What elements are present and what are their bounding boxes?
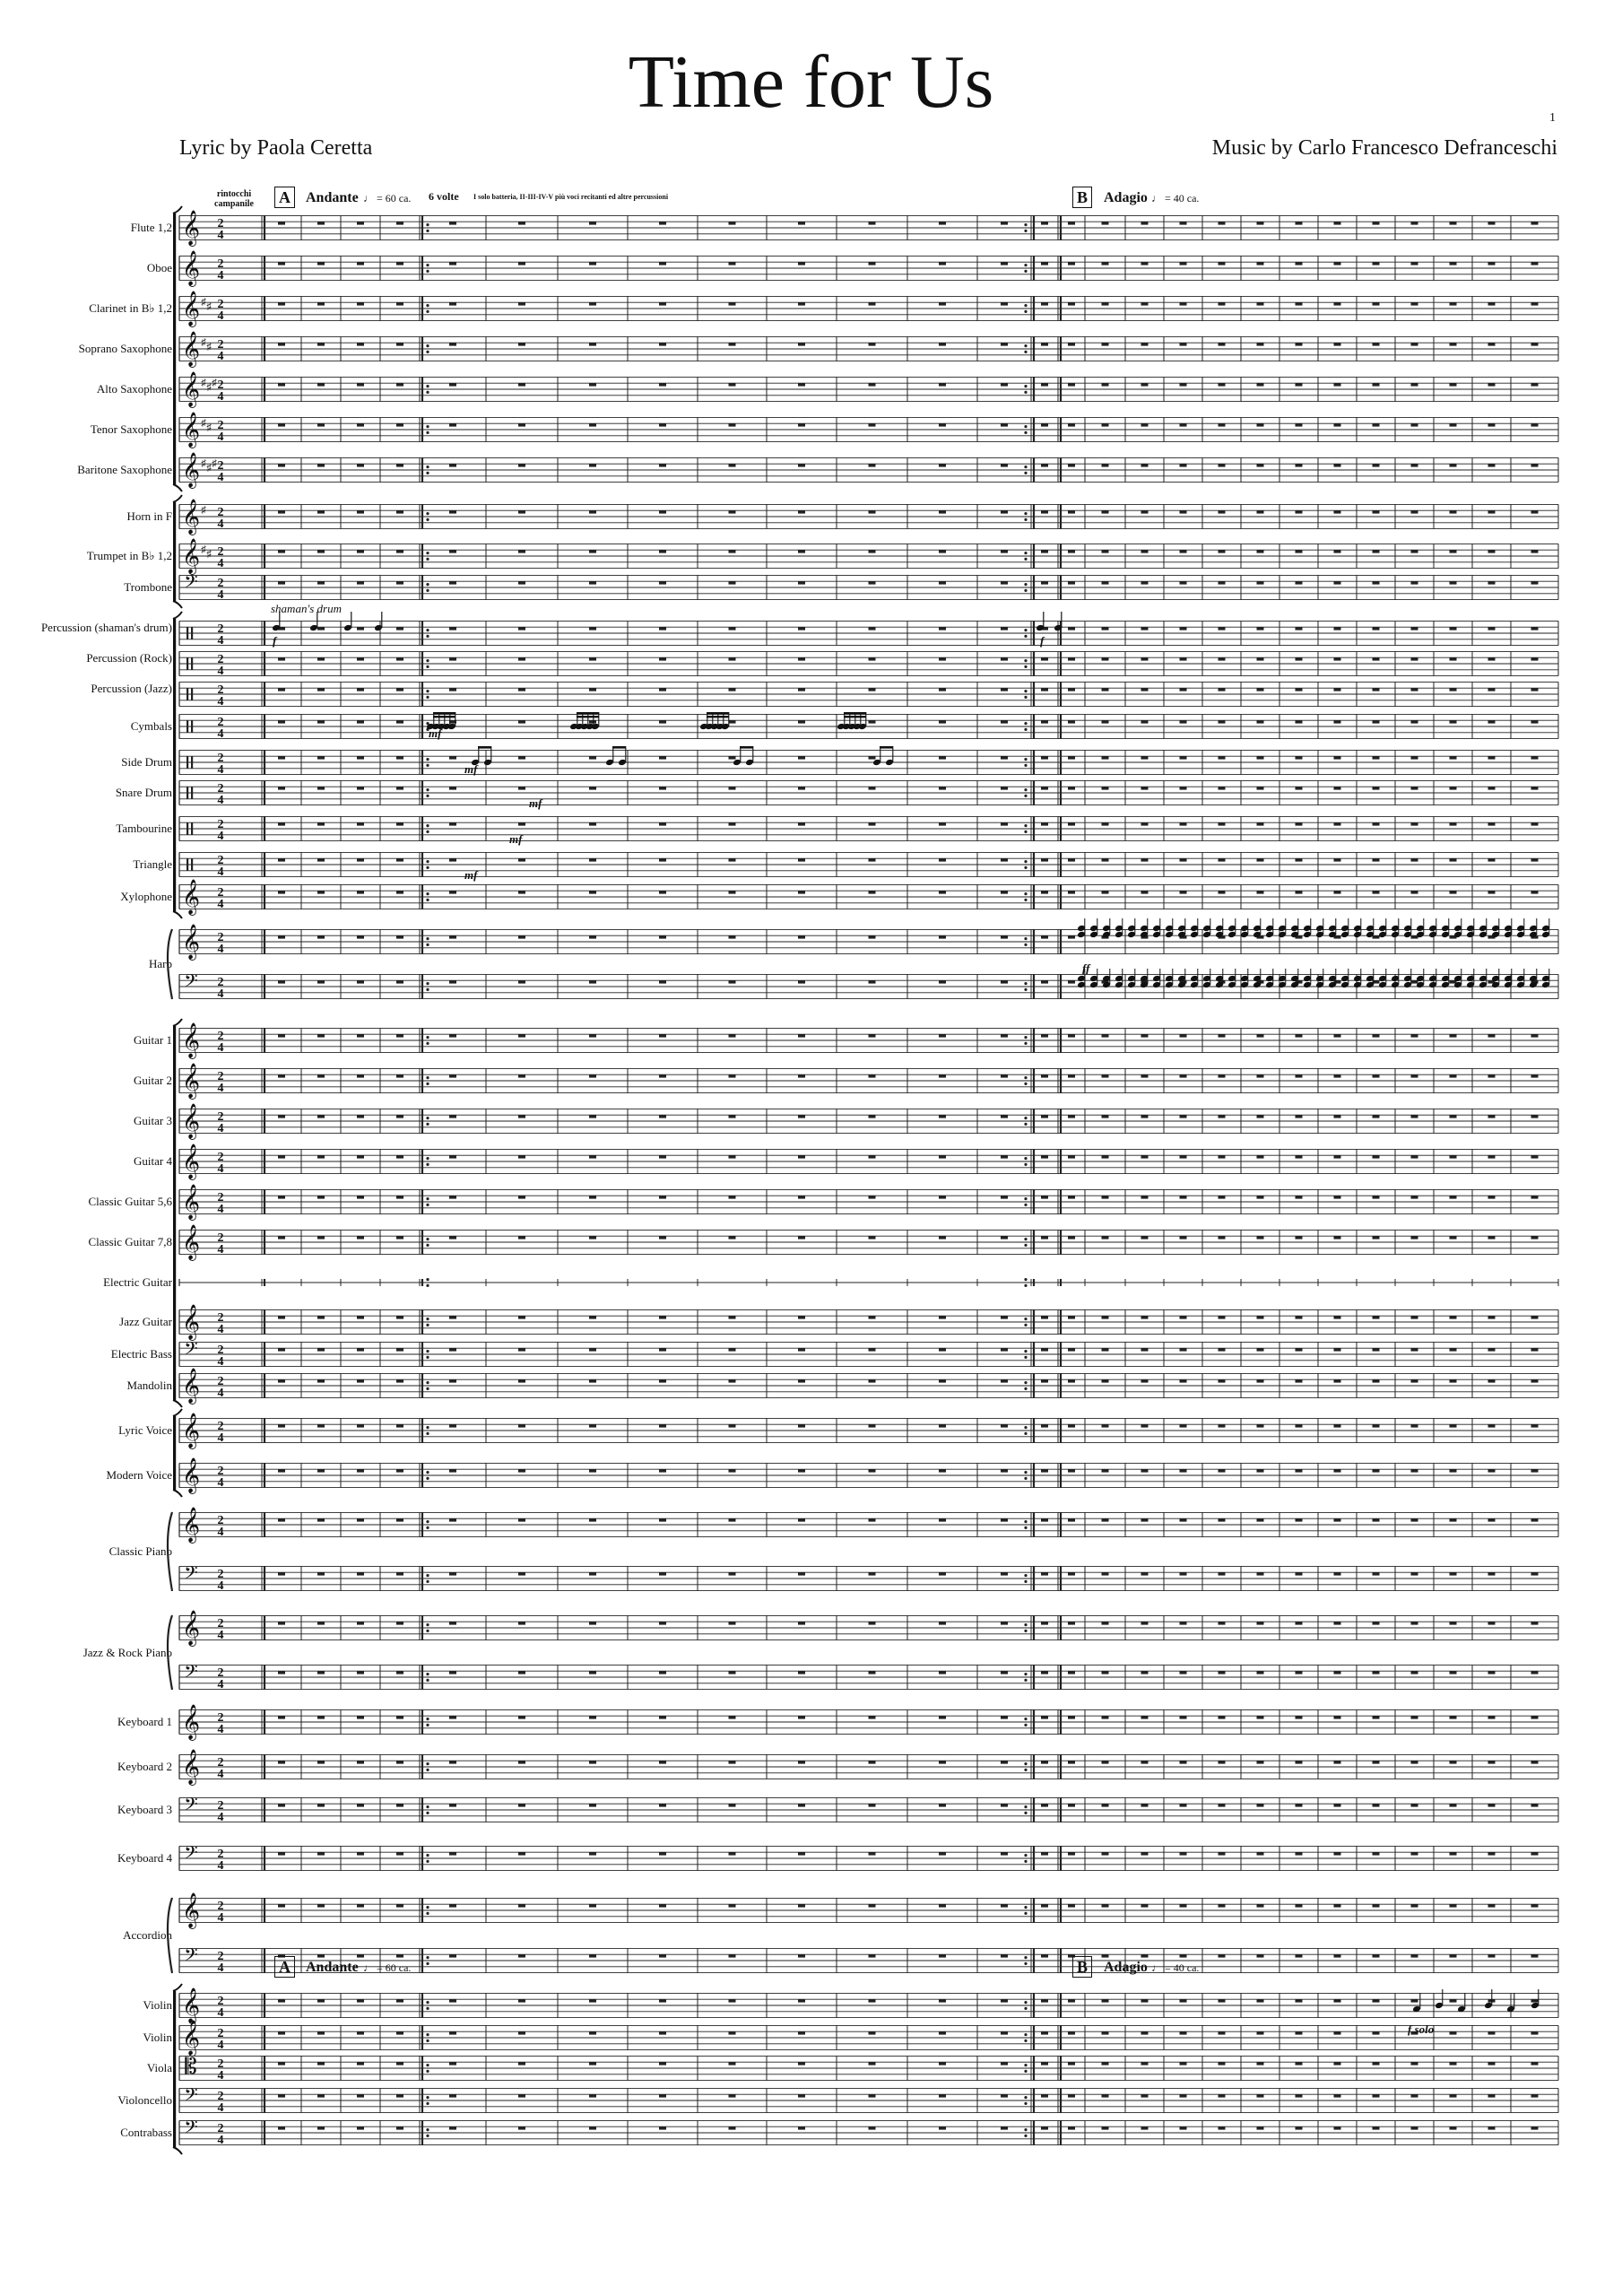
svg-text:4: 4 — [217, 1122, 224, 1135]
instrument-label: Violin — [143, 2031, 172, 2044]
svg-text:𝄞: 𝄞 — [181, 881, 201, 914]
svg-text:4: 4 — [217, 1431, 224, 1445]
svg-text:2: 2 — [217, 1848, 224, 1861]
svg-text:♯: ♯ — [206, 463, 212, 474]
staff-electric-guitar-26 — [179, 1278, 1558, 1287]
staff-keyboard-4-37 — [179, 1844, 1558, 1873]
staff-classic-guitar-7-8-25 — [179, 1225, 1558, 1261]
svg-text:4: 4 — [217, 517, 224, 531]
svg-text:2: 2 — [217, 1711, 224, 1725]
instrument-label: Electric Bass — [110, 1347, 172, 1361]
svg-text:4: 4 — [217, 2039, 224, 2052]
svg-text:𝄞: 𝄞 — [181, 1509, 201, 1542]
staff-percussion-shaman-s-drum--10 — [179, 621, 1558, 648]
staff-harp-19-lh — [179, 972, 1558, 1001]
instrument-label: Mandolin — [126, 1378, 172, 1392]
svg-text:4: 4 — [217, 1629, 224, 1642]
staff-violin-40 — [179, 2021, 1558, 2057]
svg-text:4: 4 — [217, 763, 224, 777]
instrument-label: Accordion — [123, 1928, 172, 1942]
svg-text:2: 2 — [217, 2122, 224, 2135]
svg-text:2: 2 — [217, 1231, 224, 1245]
svg-text:𝄞: 𝄞 — [181, 333, 201, 366]
svg-text:♯: ♯ — [201, 378, 206, 388]
svg-text:2: 2 — [217, 653, 224, 666]
svg-text:𝄞: 𝄞 — [181, 454, 201, 487]
svg-text:2: 2 — [217, 854, 224, 867]
svg-text:𝄢: 𝄢 — [184, 2118, 198, 2142]
svg-text:4: 4 — [217, 1082, 224, 1095]
instrument-label: Tambourine — [116, 822, 172, 835]
svg-text:4: 4 — [217, 1678, 224, 1692]
staff-oboe-1 — [179, 251, 1558, 287]
staff-baritone-saxophone-6 — [179, 453, 1558, 489]
svg-text:𝄢: 𝄢 — [184, 1844, 198, 1867]
svg-text:𝄞: 𝄞 — [181, 1105, 201, 1138]
staff-electric-bass-28 — [179, 1340, 1558, 1369]
dynamic-mf-snare: mf — [529, 796, 542, 810]
staff-guitar-4-23 — [179, 1144, 1558, 1180]
svg-text:4: 4 — [217, 2101, 224, 2115]
instrument-label: Trumpet in B♭ 1,2 — [86, 549, 172, 562]
dynamic-f-perc-b: f — [1040, 634, 1045, 648]
svg-text:4: 4 — [217, 865, 224, 879]
svg-text:4: 4 — [217, 1579, 224, 1593]
svg-text:𝄞: 𝄞 — [181, 500, 201, 534]
svg-text:2: 2 — [217, 1420, 224, 1433]
svg-text:2: 2 — [217, 338, 224, 352]
svg-text:𝄞: 𝄞 — [181, 1612, 201, 1645]
instrument-label: Keyboard 2 — [117, 1760, 172, 1773]
svg-text:2: 2 — [217, 1030, 224, 1043]
svg-text:𝄞: 𝄞 — [181, 1706, 201, 1739]
svg-text:𝄞: 𝄞 — [181, 1024, 201, 1057]
svg-text:2: 2 — [217, 1311, 224, 1325]
instrument-label: Keyboard 1 — [117, 1715, 172, 1728]
svg-text:♯: ♯ — [201, 418, 206, 429]
svg-text:4: 4 — [217, 1526, 224, 1539]
svg-text:2: 2 — [217, 716, 224, 729]
instrument-label: Alto Saxophone — [96, 382, 172, 396]
svg-text:𝄢: 𝄢 — [184, 1796, 198, 1819]
instrument-label: Tenor Saxophone — [90, 422, 172, 436]
staff-guitar-2-21 — [179, 1064, 1558, 1100]
instrument-label: Side Drum — [121, 755, 172, 769]
dynamic-mf-triangle: mf — [464, 868, 478, 882]
svg-text:4: 4 — [217, 898, 224, 911]
svg-text:2: 2 — [217, 931, 224, 944]
svg-text:4: 4 — [217, 1203, 224, 1216]
staff-classic-guitar-5-6-24 — [179, 1185, 1558, 1221]
svg-text:2: 2 — [217, 1151, 224, 1164]
svg-text:𝄞: 𝄞 — [181, 1459, 201, 1492]
instrument-label: Violin — [143, 1998, 172, 2012]
svg-text:♯: ♯ — [206, 422, 212, 433]
staff-jazz-rock-piano-33-rh — [179, 1611, 1558, 1647]
svg-text:4: 4 — [217, 1723, 224, 1736]
svg-text:𝄞: 𝄞 — [181, 1751, 201, 1784]
instrument-label: Triangle — [133, 857, 172, 871]
svg-text:𝄢: 𝄢 — [184, 1946, 198, 1970]
svg-text:2: 2 — [217, 1344, 224, 1357]
instrument-label: Horn in F — [126, 509, 172, 523]
svg-text:2: 2 — [217, 2027, 224, 2040]
tempo-adagio-value: ♩ = 40 ca. — [1151, 192, 1200, 204]
instrument-label: Violoncello — [117, 2093, 172, 2107]
svg-text:4: 4 — [217, 471, 224, 484]
rehearsal-mark-b: B — [1072, 187, 1092, 208]
svg-text:𝄞: 𝄞 — [181, 1186, 201, 1219]
instrument-label: Guitar 2 — [134, 1074, 172, 1087]
svg-text:♯: ♯ — [201, 297, 206, 308]
svg-text:𝄞: 𝄞 — [181, 292, 201, 326]
svg-text:2: 2 — [217, 1950, 224, 1963]
svg-text:4: 4 — [217, 1243, 224, 1257]
svg-text:4: 4 — [217, 390, 224, 404]
instrument-label: Trombone — [124, 580, 172, 594]
staff-lyric-voice-30 — [179, 1413, 1558, 1449]
overlay-layer — [173, 206, 1550, 2154]
instrument-label: Classic Piano — [108, 1544, 172, 1558]
svg-text:2: 2 — [217, 1900, 224, 1913]
staff-violoncello-42 — [179, 2086, 1558, 2115]
tempo-andante-strings: Andante — [306, 1960, 359, 1975]
svg-text:♯: ♯ — [212, 458, 217, 469]
instrument-label: Modern Voice — [106, 1468, 172, 1482]
svg-text:2: 2 — [217, 1514, 224, 1527]
dynamic-ff-harp: ff — [1082, 961, 1090, 975]
staff-jazz-rock-piano-33-lh — [179, 1663, 1558, 1692]
staff-clarinet-in-b-1-2-2 — [179, 291, 1558, 327]
svg-text:2: 2 — [217, 683, 224, 697]
instrument-label: Baritone Saxophone — [77, 463, 172, 476]
svg-text:2: 2 — [217, 577, 224, 590]
svg-text:4: 4 — [217, 1911, 224, 1925]
svg-text:4: 4 — [217, 1961, 224, 1975]
svg-text:𝄞: 𝄞 — [181, 1306, 201, 1339]
svg-text:𝄢: 𝄢 — [184, 573, 198, 596]
svg-text:4: 4 — [217, 2006, 224, 2020]
svg-text:4: 4 — [217, 557, 224, 570]
svg-text:2: 2 — [217, 976, 224, 989]
svg-text:2: 2 — [217, 257, 224, 271]
staff-keyboard-3-36 — [179, 1796, 1558, 1824]
svg-text:2: 2 — [217, 1110, 224, 1124]
svg-text:2: 2 — [217, 782, 224, 796]
staff-violin-39 — [179, 1988, 1558, 2024]
svg-text:2: 2 — [217, 2090, 224, 2103]
dynamic-f-perc: f — [273, 634, 277, 648]
staff-tambourine-16 — [179, 816, 1558, 843]
dynamic-f-solo-violin: f solo — [1408, 2022, 1435, 2036]
dynamic-mf-tambourine: mf — [509, 832, 523, 846]
svg-text:𝄞: 𝄞 — [181, 373, 201, 406]
tempo-adagio: Adagio — [1104, 190, 1148, 205]
staff-side-drum-14 — [179, 750, 1558, 777]
svg-text:𝄞: 𝄞 — [181, 252, 201, 285]
svg-text:2: 2 — [217, 2057, 224, 2071]
staff-classic-piano-32-lh — [179, 1564, 1558, 1593]
staff-soprano-saxophone-3 — [179, 332, 1558, 368]
staff-tenor-saxophone-5 — [179, 413, 1558, 448]
svg-text:4: 4 — [217, 1162, 224, 1176]
page-number: 1 — [1549, 111, 1556, 125]
tempo-andante-strings-value: ♩ = 60 ca. — [363, 1961, 412, 1974]
repeat-count: 6 volte — [429, 190, 459, 203]
svg-text:4: 4 — [217, 1768, 224, 1781]
svg-text:2: 2 — [217, 419, 224, 432]
svg-text:4: 4 — [217, 1387, 224, 1400]
composer-credit: Music by Carlo Francesco Defranceschi — [1211, 136, 1557, 160]
staff-jazz-guitar-27 — [179, 1305, 1558, 1341]
instrument-label: Guitar 4 — [134, 1154, 172, 1168]
svg-text:2: 2 — [217, 298, 224, 311]
svg-text:𝄞: 𝄞 — [181, 1226, 201, 1259]
staves-layer — [168, 211, 1558, 2147]
svg-text:2: 2 — [217, 1799, 224, 1813]
tempo-andante-value: ♩ = 60 ca. — [363, 192, 412, 204]
svg-text:4: 4 — [217, 695, 224, 709]
staff-keyboard-2-35 — [179, 1750, 1558, 1786]
svg-text:𝄞: 𝄞 — [181, 413, 201, 447]
svg-text:2: 2 — [217, 378, 224, 392]
svg-text:4: 4 — [217, 727, 224, 741]
staff-classic-piano-32-rh — [179, 1508, 1558, 1544]
svg-text:2: 2 — [217, 545, 224, 559]
svg-text:2: 2 — [217, 1375, 224, 1388]
shamans-drum-annotation: shaman's drum — [271, 602, 342, 615]
staff-viola-41 — [179, 2056, 1558, 2083]
svg-text:2: 2 — [217, 1191, 224, 1205]
staff-keyboard-1-34 — [179, 1705, 1558, 1741]
svg-text:2: 2 — [217, 506, 224, 519]
svg-text:4: 4 — [217, 2069, 224, 2083]
svg-text:4: 4 — [217, 1041, 224, 1055]
svg-text:2: 2 — [217, 1070, 224, 1083]
staff-trombone-9 — [179, 573, 1558, 602]
instrument-label: Contrabass — [120, 2126, 172, 2139]
svg-text:𝄞: 𝄞 — [181, 2022, 201, 2055]
instrument-label: Guitar 3 — [134, 1114, 172, 1127]
svg-text:𝄢: 𝄢 — [184, 1663, 198, 1686]
svg-text:𝄞: 𝄞 — [181, 1065, 201, 1098]
rehearsal-mark-a-strings: A — [274, 1956, 295, 1978]
instrument-label: Keyboard 3 — [117, 1803, 172, 1816]
tempo-andante: Andante — [306, 190, 359, 205]
svg-text:2: 2 — [217, 1617, 224, 1631]
intro-label: rintocchi campanile — [214, 189, 254, 209]
instrument-label: Lyric Voice — [118, 1423, 172, 1437]
svg-text:4: 4 — [217, 269, 224, 283]
svg-text:4: 4 — [217, 1859, 224, 1873]
staff-harp-19-rh — [179, 925, 1558, 961]
instrument-label: Oboe — [146, 261, 172, 274]
svg-text:4: 4 — [217, 350, 224, 363]
staff-horn-in-f-7 — [179, 500, 1558, 535]
staff-percussion-rock--11 — [179, 651, 1558, 678]
svg-text:4: 4 — [217, 794, 224, 807]
staff-contrabass-43 — [179, 2118, 1558, 2147]
staff-trumpet-in-b-1-2-8 — [179, 539, 1558, 575]
svg-text:𝄞: 𝄞 — [181, 1414, 201, 1448]
svg-text:♯: ♯ — [206, 342, 212, 352]
svg-text:𝄞: 𝄞 — [181, 1989, 201, 2022]
svg-text:2: 2 — [217, 1666, 224, 1680]
svg-text:2: 2 — [217, 1756, 224, 1770]
svg-text:4: 4 — [217, 430, 224, 444]
repeat-note: I solo batteria, II-III-IV-V più voci recitanti ed altre percussioni — [473, 193, 669, 201]
staff-xylophone-18 — [179, 880, 1558, 916]
instrument-label: Viola — [146, 2061, 172, 2074]
svg-text:♯: ♯ — [206, 549, 212, 560]
staff-alto-saxophone-4 — [179, 372, 1558, 408]
instrument-label: Classic Guitar 5,6 — [88, 1195, 172, 1208]
instrument-label: Keyboard 4 — [117, 1851, 172, 1865]
svg-text:4: 4 — [217, 634, 224, 648]
svg-text:♯: ♯ — [206, 301, 212, 312]
svg-text:2: 2 — [217, 886, 224, 900]
staff-percussion-jazz--12 — [179, 682, 1558, 709]
staff-flute-1-2-0 — [179, 211, 1558, 247]
instrument-label: Soprano Saxophone — [78, 342, 172, 355]
instrument-label: Xylophone — [120, 890, 172, 903]
staff-cymbals-13 — [179, 714, 1558, 741]
staff-guitar-1-20 — [179, 1023, 1558, 1059]
svg-text:𝄢: 𝄢 — [184, 1340, 198, 1363]
instrument-label: Harp — [149, 957, 172, 970]
svg-text:4: 4 — [217, 2134, 224, 2147]
svg-text:𝄢: 𝄢 — [184, 2086, 198, 2109]
svg-text:♯: ♯ — [212, 378, 217, 388]
svg-text:𝄞: 𝄞 — [181, 926, 201, 959]
svg-text:4: 4 — [217, 1811, 224, 1824]
lyricist-credit: Lyric by Paola Ceretta — [179, 136, 373, 160]
page-title: Time for Us — [628, 40, 994, 124]
instrument-label: Snare Drum — [115, 786, 172, 799]
dynamic-mf-side-drum: mf — [464, 762, 478, 776]
svg-text:♯: ♯ — [201, 337, 206, 348]
instrument-label: Percussion (Jazz) — [91, 682, 172, 695]
instrument-label: Jazz Guitar — [119, 1315, 172, 1328]
svg-text:2: 2 — [217, 752, 224, 765]
svg-text:𝄢: 𝄢 — [184, 972, 198, 996]
svg-text:♯: ♯ — [201, 505, 206, 516]
dynamic-mf-cymbals: mf — [429, 726, 442, 740]
rehearsal-mark-a: A — [274, 187, 295, 208]
svg-text:♯: ♯ — [201, 544, 206, 555]
svg-text:4: 4 — [217, 1476, 224, 1490]
svg-text:4: 4 — [217, 1323, 224, 1336]
staff-accordion-38-rh — [179, 1893, 1558, 1929]
svg-text:𝄞: 𝄞 — [181, 540, 201, 573]
instrument-label: Guitar 1 — [134, 1033, 172, 1047]
svg-text:4: 4 — [217, 588, 224, 602]
staff-guitar-3-22 — [179, 1104, 1558, 1140]
svg-text:4: 4 — [217, 830, 224, 843]
svg-text:𝄞: 𝄞 — [181, 1370, 201, 1403]
staff-mandolin-29 — [179, 1369, 1558, 1405]
instrument-label: Percussion (Rock) — [86, 651, 172, 665]
rehearsal-mark-b-strings: B — [1072, 1956, 1092, 1978]
svg-text:𝄞: 𝄞 — [181, 1145, 201, 1178]
instrument-label: Electric Guitar — [103, 1275, 172, 1289]
staff-snare-drum-15 — [179, 780, 1558, 807]
svg-text:4: 4 — [217, 229, 224, 242]
svg-text:2: 2 — [217, 459, 224, 473]
svg-text:4: 4 — [217, 987, 224, 1001]
svg-text:4: 4 — [217, 665, 224, 678]
svg-text:♯: ♯ — [206, 382, 212, 393]
svg-text:𝄢: 𝄢 — [184, 1564, 198, 1587]
tempo-adagio-strings-value: ♩ = 40 ca. — [1151, 1961, 1200, 1974]
staff-modern-voice-31 — [179, 1458, 1558, 1494]
svg-text:2: 2 — [217, 1568, 224, 1581]
svg-text:4: 4 — [217, 943, 224, 956]
instrument-label: Clarinet in B♭ 1,2 — [89, 301, 172, 315]
svg-text:𝄞: 𝄞 — [181, 212, 201, 245]
svg-text:2: 2 — [217, 1465, 224, 1478]
instrument-label: Percussion (shaman's drum) — [40, 621, 172, 634]
svg-text:𝄞: 𝄞 — [181, 1894, 201, 1927]
svg-text:2: 2 — [217, 818, 224, 831]
instrument-label: Classic Guitar 7,8 — [88, 1235, 172, 1248]
svg-text:𝄡: 𝄡 — [185, 2056, 197, 2079]
svg-text:2: 2 — [217, 1995, 224, 2008]
svg-text:2: 2 — [217, 217, 224, 230]
svg-text:4: 4 — [217, 309, 224, 323]
svg-text:2: 2 — [217, 622, 224, 636]
instrument-label: Cymbals — [130, 719, 172, 733]
tempo-adagio-strings: Adagio — [1104, 1960, 1148, 1975]
instrument-label: Jazz & Rock Piano — [82, 1645, 172, 1659]
instrument-label: Flute 1,2 — [130, 221, 172, 234]
svg-text:♯: ♯ — [201, 458, 206, 469]
svg-text:4: 4 — [217, 1355, 224, 1369]
staff-triangle-17 — [179, 852, 1558, 879]
